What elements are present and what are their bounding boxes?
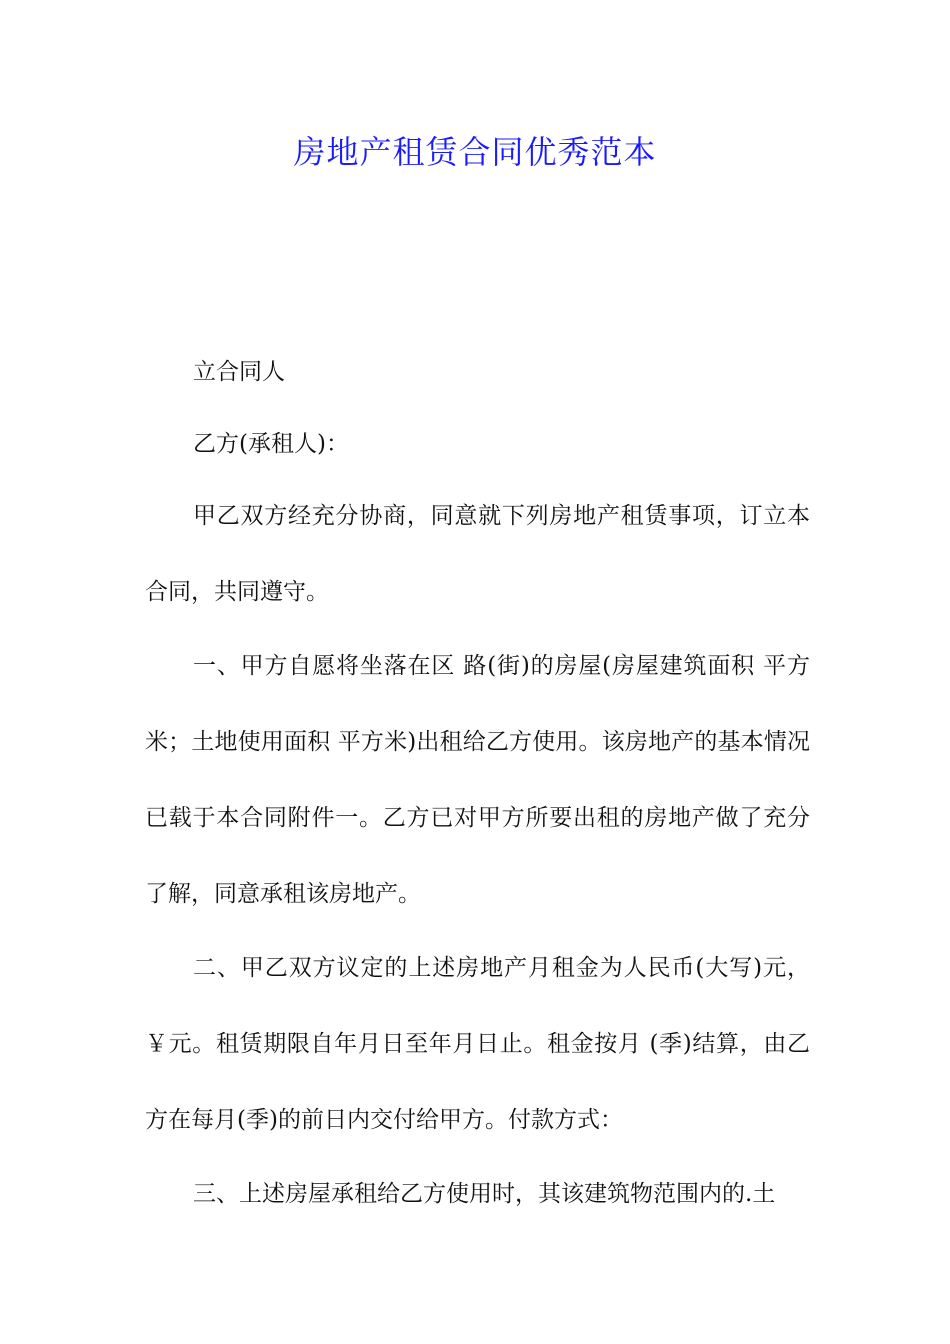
paragraph-clause-1: 一、甲方自愿将坐落在区 路(街)的房屋(房屋建筑面积 平方米；土地使用面积 平方米)出租给乙方使用。该房地产的基本情况已载于本合同附件一。乙方已对甲方所要出租的房地产做了充分了解，同意承租该房地产。	[145, 653, 810, 907]
paragraph-clause-2: 二、甲乙双方议定的上述房地产月租金为人民币(大写)元，￥元。租赁期限自年月日至年月日止。租金按月 (季)结算，由乙方在每月(季)的前日内交付给甲方。付款方式：	[145, 955, 810, 1133]
paragraph-parties: 立合同人	[193, 359, 285, 385]
document-title: 房地产租赁合同优秀范本	[293, 133, 657, 171]
paragraph-clause-3: 三、上述房屋承租给乙方使用时，其该建筑物范围内的.土	[193, 1181, 776, 1207]
paragraph-party-b: 乙方(承租人)：	[193, 431, 349, 457]
paragraph-agreement: 甲乙双方经充分协商，同意就下列房地产租赁事项，订立本合同，共同遵守。	[145, 503, 810, 605]
document-body	[145, 336, 810, 1232]
